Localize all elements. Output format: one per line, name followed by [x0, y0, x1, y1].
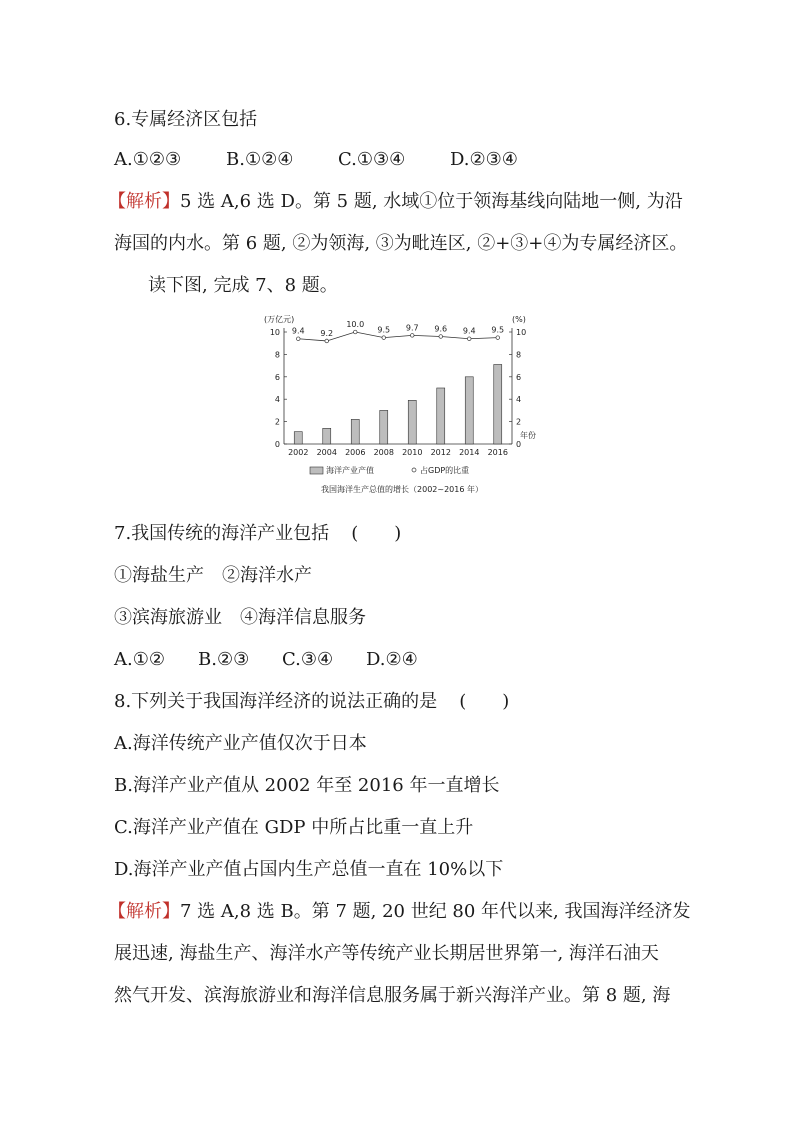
- q7-stem-line: [114, 522, 401, 546]
- x-tick-label: 2012: [430, 448, 451, 457]
- x-tick-label: 2008: [373, 448, 394, 457]
- ratio-data-label: 9.6: [434, 324, 448, 334]
- ratio-data-label: 9.5: [377, 325, 391, 335]
- ratio-data-label: 9.2: [320, 328, 334, 338]
- y-tick-label-left: 6: [274, 372, 280, 382]
- analysis-1-line-2: 海国的内水。第 6 题, ②为领海, ③为毗连区, ②+③+④为专属经济区。: [114, 233, 688, 254]
- y-tick-label-right: 4: [516, 395, 522, 405]
- bar: [380, 410, 388, 444]
- ratio-point: [325, 339, 329, 343]
- ratio-point: [439, 335, 443, 339]
- q7-option-c: C.③④: [282, 649, 334, 670]
- y-tick-label-left: 8: [274, 350, 280, 360]
- q7-option-a: A.①②: [114, 649, 165, 670]
- y-tick-label-left: 4: [274, 395, 280, 405]
- bar: [408, 400, 416, 444]
- bar: [351, 419, 359, 444]
- x-unit: 年份: [520, 431, 536, 440]
- q8-option-d: D.海洋产业产值占国内生产总值一直在 10%以下: [114, 859, 504, 880]
- x-tick-label: 2014: [459, 448, 480, 457]
- q7-option-d: D.②④: [366, 649, 418, 670]
- y-tick-label-right: 2: [516, 417, 522, 427]
- instruction: 读下图, 完成 7、8 题。: [148, 275, 338, 296]
- x-tick-label: 2006: [345, 448, 366, 457]
- legend-line-marker: [412, 468, 416, 472]
- q8-stem: 8.下列关于我国海洋经济的说法正确的是: [114, 691, 438, 712]
- q8-option-a: A.海洋传统产业产值仅次于日本: [114, 733, 367, 754]
- bar: [494, 364, 502, 444]
- chart-svg: [262, 312, 542, 508]
- ratio-data-label: 10.0: [346, 320, 365, 329]
- ratio-point: [467, 337, 471, 341]
- ocean-gdp-chart: [262, 312, 542, 508]
- q6-option-d: D.②③④: [450, 149, 518, 170]
- ratio-data-label: 9.4: [462, 326, 476, 336]
- legend-bar-label: 海洋产业产值: [326, 466, 374, 475]
- x-tick-label: 2002: [288, 448, 309, 457]
- ratio-point: [353, 330, 357, 334]
- q8-stem-line: [114, 690, 509, 714]
- q8-option-c: C.海洋产业产值在 GDP 中所占比重一直上升: [114, 817, 474, 838]
- y-left-unit: (万亿元): [264, 315, 295, 324]
- bar: [465, 377, 473, 444]
- q6-option-b: B.①②④: [226, 149, 294, 170]
- q7-items-2: ③滨海旅游业 ④海洋信息服务: [114, 607, 366, 628]
- legend-line-label: 占GDP的比重: [420, 466, 470, 475]
- x-tick-label: 2016: [487, 448, 508, 457]
- analysis-1-text-1: 5 选 A,6 选 D。第 5 题, 水域①位于领海基线向陆地一侧, 为沿: [180, 191, 683, 212]
- ratio-data-label: 9.5: [491, 325, 505, 335]
- ratio-point: [296, 337, 300, 341]
- analysis-2-line-2: 展迅速, 海盐生产、海洋水产等传统产业长期居世界第一, 海洋石油天: [114, 943, 659, 964]
- y-tick-label-left: 10: [269, 328, 280, 337]
- ratio-point: [410, 334, 414, 338]
- q7-stem: 7.我国传统的海洋产业包括: [114, 523, 330, 544]
- analysis-tag: 【解析】: [108, 191, 180, 212]
- q6-options: [114, 148, 518, 172]
- x-tick-label: 2004: [316, 448, 337, 457]
- y-tick-label-left: 2: [274, 417, 280, 427]
- analysis-1-line-1: [108, 190, 683, 214]
- y-tick-label-left: 0: [274, 440, 280, 449]
- ratio-point: [382, 336, 386, 340]
- bar: [437, 388, 445, 444]
- y-tick-label-right: 8: [516, 350, 522, 360]
- y-tick-label-right: 6: [516, 372, 522, 382]
- bar: [323, 428, 331, 444]
- analysis-tag: 【解析】: [108, 901, 180, 922]
- legend-bar-swatch: [310, 467, 323, 474]
- y-right-unit: (%): [512, 315, 526, 324]
- ratio-data-label: 9.4: [291, 326, 305, 336]
- x-tick-label: 2010: [402, 448, 423, 457]
- q6-option-c: C.①③④: [338, 149, 406, 170]
- q7-option-b: B.②③: [198, 649, 250, 670]
- analysis-2-text-1: 7 选 A,8 选 B。第 7 题, 20 世纪 80 年代以来, 我国海洋经济发: [180, 901, 691, 922]
- y-tick-label-right: 0: [516, 440, 522, 449]
- bar: [294, 432, 302, 444]
- ratio-data-label: 9.7: [405, 323, 419, 333]
- q7-options: [114, 648, 418, 672]
- q8-bracket: ( ): [459, 691, 510, 712]
- chart-title: 我国海洋生产总值的增长（2002~2016 年）: [321, 485, 483, 494]
- ratio-point: [496, 336, 500, 340]
- q6-option-a: A.①②③: [114, 149, 182, 170]
- analysis-2-line-1: [108, 900, 691, 924]
- analysis-2-line-3: 然气开发、滨海旅游业和海洋信息服务属于新兴海洋产业。第 8 题, 海: [114, 985, 671, 1006]
- q6-stem: 6.专属经济区包括: [114, 109, 258, 130]
- q7-items-1: ①海盐生产 ②海洋水产: [114, 565, 312, 586]
- q8-option-b: B.海洋产业产值从 2002 年至 2016 年一直增长: [114, 775, 500, 796]
- y-tick-label-right: 10: [516, 328, 527, 337]
- q7-bracket: ( ): [351, 523, 402, 544]
